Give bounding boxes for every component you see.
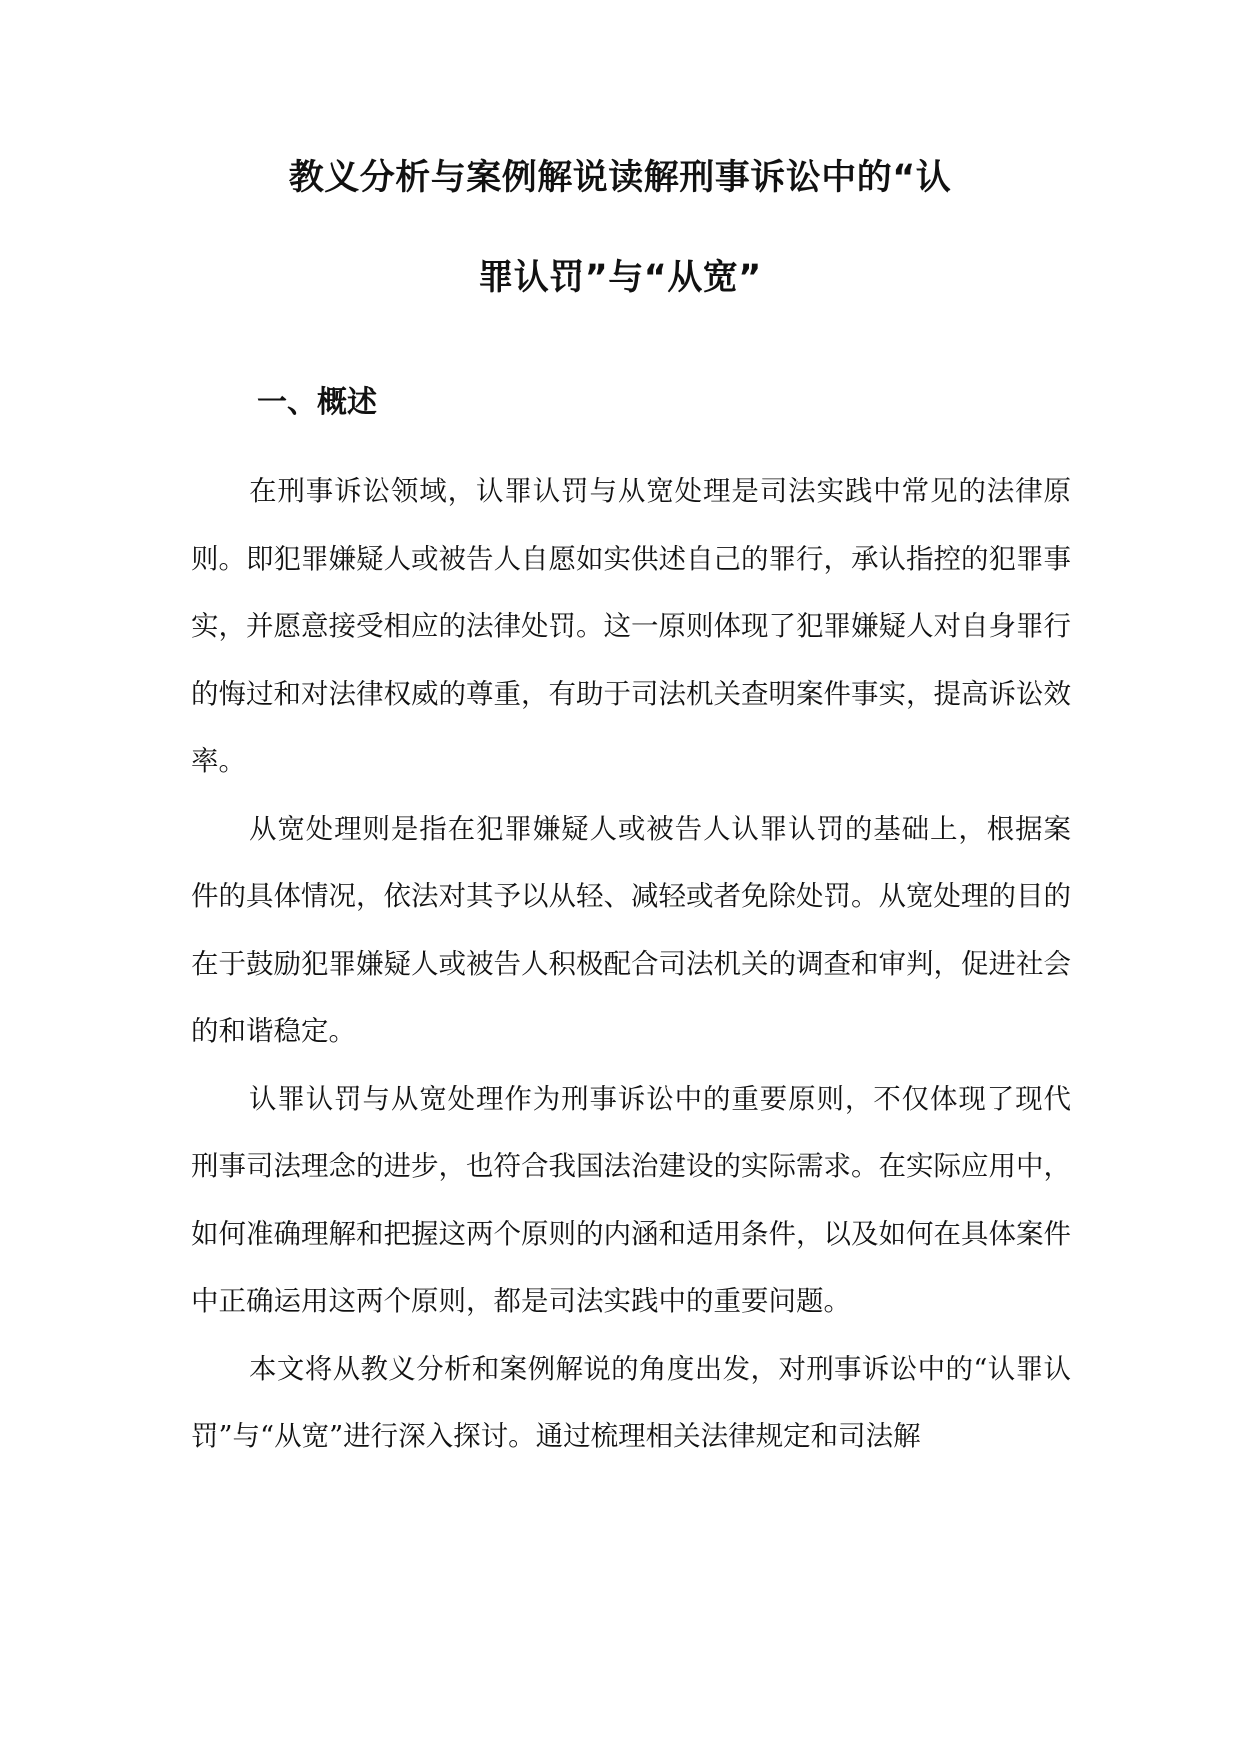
paragraph-3: 认罪认罚与从宽处理作为刑事诉讼中的重要原则，不仅体现了现代刑事司法理念的进步，也符合我国法治建设的实际需求。在实际应用中，如何准确理解和把握这两个原则的内涵和适用条件，以及如何在具体案件中正确运用这两个原则，都是司法实践中的重要问题。	[191, 1082, 1071, 1317]
paragraph-4: 本文将从教义分析和案例解说的角度出发，对刑事诉讼中的“认罪认罚”与“从宽”进行深入探讨。通过梳理相关法律规定和司法解	[191, 1352, 1071, 1452]
paragraph-1: 在刑事诉讼领域，认罪认罚与从宽处理是司法实践中常见的法律原则。即犯罪嫌疑人或被告人自愿如实供述自己的罪行，承认指控的犯罪事实，并愿意接受相应的法律处罚。这一原则体现了犯罪嫌疑人对自身罪行的悔过和对法律权威的尊重，有助于司法机关查明案件事实，提高诉讼效率。	[191, 475, 1071, 777]
section-heading: 一、概述	[257, 385, 377, 420]
document-title-line-1: 教义分析与案例解说读解刑事诉讼中的“认	[288, 158, 952, 198]
document-body	[191, 458, 1071, 1471]
document-title-line-2: 罪认罚”与“从宽”	[478, 258, 762, 298]
paragraph-2: 从宽处理则是指在犯罪嫌疑人或被告人认罪认罚的基础上，根据案件的具体情况，依法对其予以从轻、减轻或者免除处罚。从宽处理的目的在于鼓励犯罪嫌疑人或被告人积极配合司法机关的调查和审判，促进社会的和谐稳定。	[191, 812, 1071, 1047]
